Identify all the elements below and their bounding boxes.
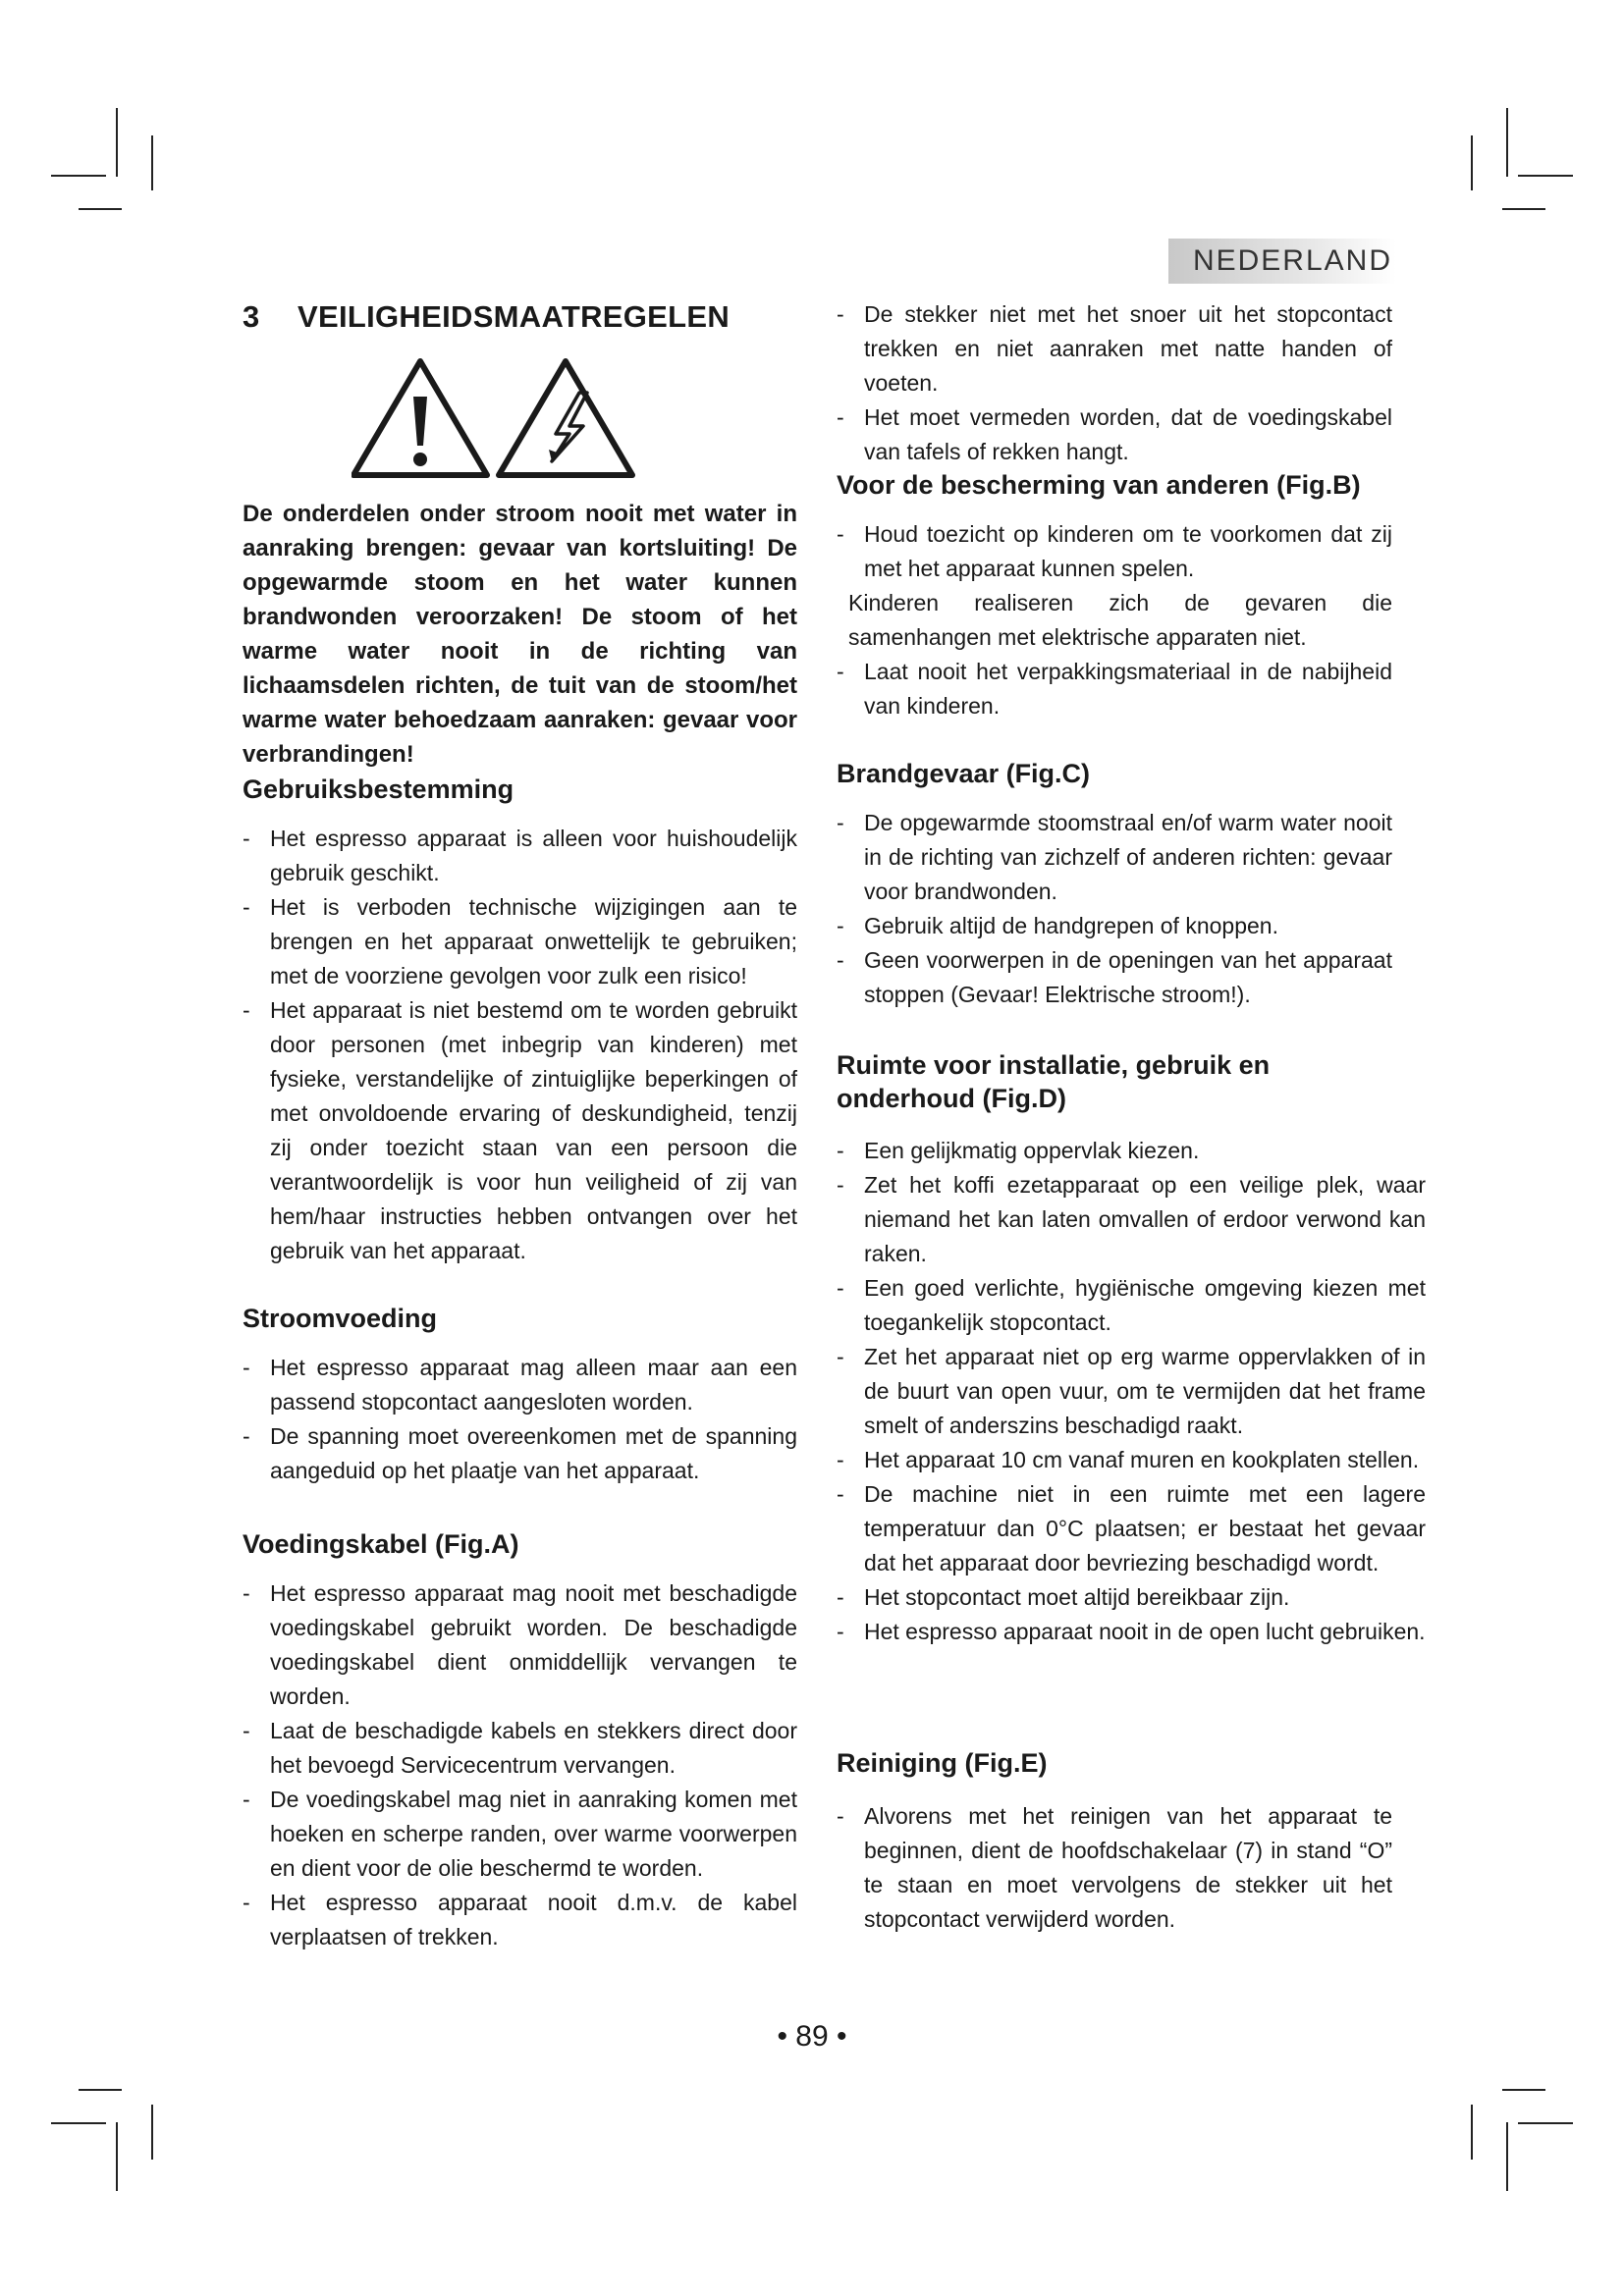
list-brandgevaar [837, 806, 1392, 1012]
list-reiniging [837, 1799, 1392, 1937]
list-item: - Geen voorwerpen in de openingen van het apparaat stoppen (Gevaar! Elektrische stroom!). [837, 943, 1392, 1012]
list-item: - Het espresso apparaat is alleen voor huishoudelijk gebruik geschikt. [243, 822, 797, 890]
list-item: - Het is verboden technische wijzigingen aan te brengen en het apparaat onwettelijk te gebruiken; met de voorziene gevolgen voor zulk een risico! [243, 890, 797, 993]
chapter-title: VEILIGHEIDSMAATREGELEN [298, 299, 731, 334]
safety-intro-warning: De onderdelen onder stroom nooit met water in aanraking brengen: gevaar van kortsluiting! De opgewarmde stoom en het water kunnen brandwonden veroorzaken! De stoom of het warme water nooit in de richting van lichaamsdelen richten, de tuit van de stoom/het warme water behoedzaam aanraken: gevaar voor verbrandingen! [243, 501, 797, 768]
language-label: NEDERLAND [1192, 244, 1392, 277]
list-voedingskabel-continued [837, 297, 1392, 469]
list-item: - Zet het koffi ezetapparaat op een veilige plek, waar niemand het kan laten omvallen of erdoor verwond kan raken. [837, 1168, 1426, 1271]
list-item: - De spanning moet overeenkomen met de spanning aangeduid op het plaatje van het apparaat. [243, 1419, 797, 1488]
list-item: - Het espresso apparaat nooit d.m.v. de kabel verplaatsen of trekken. [243, 1886, 797, 1954]
warning-symbols [352, 355, 646, 488]
list-voedingskabel [243, 1576, 797, 1954]
section-title-voedingskabel: Voedingskabel (Fig.A) [243, 1529, 519, 1559]
list-item: - Laat de beschadigde kabels en stekkers direct door het bevoegd Servicecentrum vervangen. [243, 1714, 797, 1783]
section-title-gebruiksbestemming: Gebruiksbestemming [243, 774, 514, 804]
list-item: - Houd toezicht op kinderen om te voorkomen dat zij met het apparaat kunnen spelen. [837, 517, 1392, 586]
list-bescherming-anderen [837, 517, 1392, 723]
list-item: - Laat nooit het verpakkingsmateriaal in de nabijheid van kinderen. [837, 655, 1392, 723]
list-item: - Een goed verlichte, hygiënische omgeving kiezen met toegankelijk stopcontact. [837, 1271, 1426, 1340]
list-gebruiksbestemming [243, 822, 797, 1268]
section-title-bescherming-anderen: Voor de bescherming van anderen (Fig.B) [837, 470, 1361, 500]
section-title-brandgevaar: Brandgevaar (Fig.C) [837, 759, 1091, 788]
chapter-heading [243, 299, 730, 335]
list-item: - De machine niet in een ruimte met een lagere temperatuur dan 0°C plaatsen; er bestaat het gevaar dat het apparaat door bevriezing beschadigd wordt. [837, 1477, 1426, 1580]
list-item: - De stekker niet met het snoer uit het stopcontact trekken en niet aanraken met natte handen of voeten. [837, 297, 1392, 400]
list-item: - De voedingskabel mag niet in aanraking komen met hoeken en scherpe randen, over warme voorwerpen en dient voor de olie beschermd te worden. [243, 1783, 797, 1886]
chapter-number: 3 [243, 299, 260, 334]
language-tab [1168, 239, 1396, 284]
list-item: Kinderen realiseren zich de gevaren die samenhangen met elektrische apparaten niet. [848, 590, 1392, 650]
list-item: - Het apparaat is niet bestemd om te worden gebruikt door personen (met inbegrip van kinderen) met fysieke, verstandelijke of zintuiglijke beperkingen of met onvoldoende ervaring of deskundigheid, tenzij zij onder toezicht staan van een persoon die verantwoordelijk is voor hun veiligheid of zij van hem/haar instructies hebben ontvangen over het gebruik van het apparaat. [243, 993, 797, 1268]
list-item: - Zet het apparaat niet op erg warme oppervlakken of in de buurt van open vuur, om te vermijden dat het frame smelt of anderszins beschadigd raakt. [837, 1340, 1426, 1443]
list-item: - Het espresso apparaat mag alleen maar aan een passend stopcontact aangesloten worden. [243, 1351, 797, 1419]
list-item: - Het apparaat 10 cm vanaf muren en kookplaten stellen. [837, 1443, 1426, 1477]
list-item: - Het stopcontact moet altijd bereikbaar zijn. [837, 1580, 1426, 1615]
list-item: - Het espresso apparaat mag nooit met beschadigde voedingskabel gebruikt worden. De beschadigde voedingskabel dient onmiddellijk vervangen te worden. [243, 1576, 797, 1714]
warning-triangle-icon [353, 361, 487, 475]
list-item: - Gebruik altijd de handgrepen of knoppen. [837, 909, 1392, 943]
list-item: - Een gelijkmatig oppervlak kiezen. [837, 1134, 1426, 1168]
electric-shock-triangle-icon [499, 361, 632, 475]
list-item: - Het espresso apparaat nooit in de open lucht gebruiken. [837, 1615, 1426, 1649]
list-item: - Het moet vermeden worden, dat de voedingskabel van tafels of rekken hangt. [837, 400, 1392, 469]
page-number: • 89 • [777, 2020, 847, 2053]
section-title-stroomvoeding: Stroomvoeding [243, 1304, 438, 1333]
list-item: - De opgewarmde stoomstraal en/of warm water nooit in de richting van zichzelf of anderen richten: gevaar voor brandwonden. [837, 806, 1392, 909]
list-item: - Alvorens met het reinigen van het apparaat te beginnen, dient de hoofdschakelaar (7) in stand “O” te staan en moet vervolgens de stekker uit het stopcontact verwijderd worden. [837, 1799, 1392, 1937]
section-title-reiniging: Reiniging (Fig.E) [837, 1748, 1048, 1778]
list-stroomvoeding [243, 1351, 797, 1488]
list-ruimte [837, 1134, 1426, 1649]
section-title-ruimte: Ruimte voor installatie, gebruik en onderhoud (Fig.D) [837, 1050, 1271, 1113]
